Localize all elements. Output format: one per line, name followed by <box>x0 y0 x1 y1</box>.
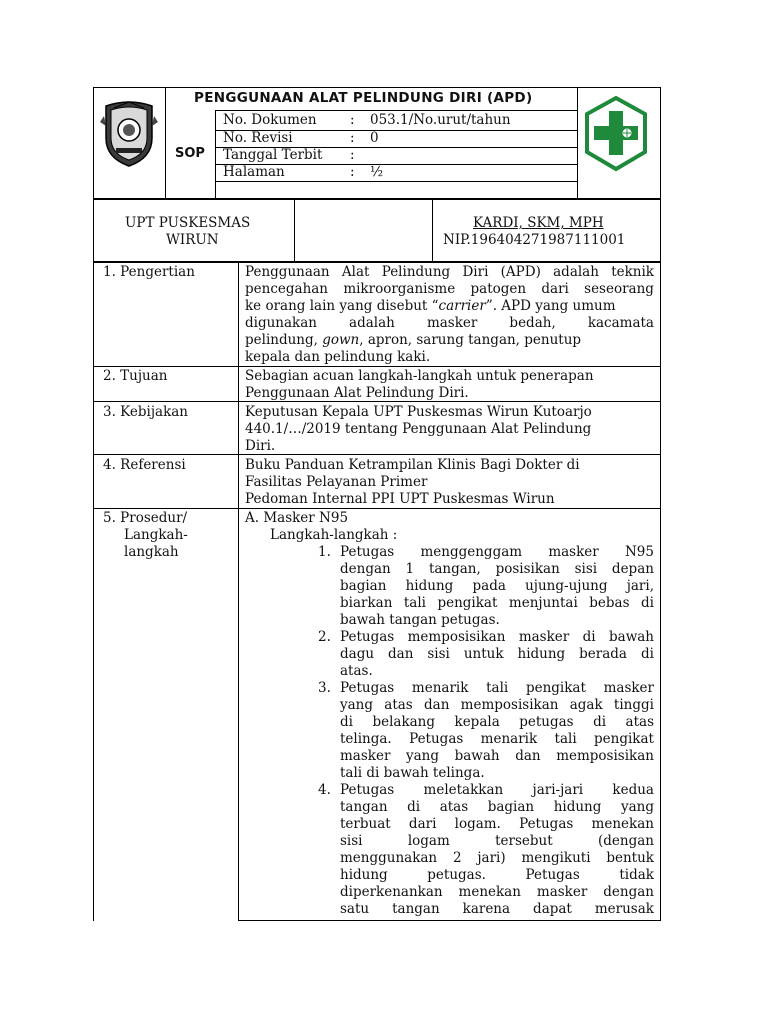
step-line: satu tangan karena dapat merusak <box>340 901 654 917</box>
field-sep: : <box>350 130 355 146</box>
section-label-prosedur: langkah <box>124 544 179 560</box>
step-line: Petugas menggenggam masker N95 <box>340 544 654 560</box>
field-sep: : <box>350 147 355 163</box>
langkah-heading: Langkah-langkah : <box>270 527 398 543</box>
step-line: di belakang kepala petugas di atas <box>340 714 654 730</box>
step-number: 2. <box>318 629 331 645</box>
document-title: PENGGUNAAN ALAT PELINDUNG DIRI (APD) <box>194 90 533 106</box>
step-line: masker yang bawah dan memposisikan <box>340 748 654 764</box>
kebijakan-line: Keputusan Kepala UPT Puskesmas Wirun Kutoarjo <box>245 404 592 420</box>
sop-label: SOP <box>175 146 205 161</box>
step-line: menggunakan 2 jari) mengikuti bentuk <box>340 850 654 866</box>
referensi-line: Buku Panduan Ketrampilan Klinis Bagi Dokter di <box>245 457 580 473</box>
step-number: 3. <box>318 680 331 696</box>
pengertian-line: digunakan adalah masker bedah, kacamata <box>245 315 654 331</box>
regency-emblem-icon <box>100 98 158 168</box>
step-line: hidung petugas. Petugas tidak <box>340 867 654 883</box>
subsection-masker-n95: A. Masker N95 <box>245 510 349 526</box>
field-label-halaman: Halaman <box>223 164 285 180</box>
signer-nip: NIP.196404271987111001 <box>443 232 626 248</box>
org-name-line1: UPT PUSKESMAS <box>125 215 251 231</box>
section-label-prosedur: Langkah- <box>124 527 188 543</box>
step-line: Petugas meletakkan jari-jari kedua <box>340 782 654 798</box>
step-line: bagian hidung pada ujung-ujung jari, <box>340 578 654 594</box>
field-label-no-dokumen: No. Dokumen <box>223 112 317 128</box>
kebijakan-line: Diri. <box>245 438 276 454</box>
step-line: sisi logam tersebut (dengan <box>340 833 654 849</box>
step-line: Petugas menarik tali pengikat masker <box>340 680 654 696</box>
field-label-tanggal-terbit: Tanggal Terbit <box>223 147 323 163</box>
puskesmas-logo-icon <box>583 96 649 172</box>
step-line: telinga. Petugas menarik tali pengikat <box>340 731 654 747</box>
section-label-tujuan: 2. Tujuan <box>103 368 168 384</box>
step-line: biarkan tali pengikat menjuntai bebas di <box>340 595 654 611</box>
section-label-referensi: 4. Referensi <box>103 457 186 473</box>
pengertian-line: pencegahan mikroorganisme patogen dari seseorang <box>245 281 654 297</box>
tujuan-line: Sebagian acuan langkah-langkah untuk penerapan <box>245 368 594 384</box>
step-line: diperkenankan menekan masker dengan <box>340 884 654 900</box>
step-line: yang atas dan memposisikan agak tinggi <box>340 697 654 713</box>
pengertian-line: Penggunaan Alat Pelindung Diri (APD) adalah teknik <box>245 264 654 280</box>
field-sep: : <box>350 164 355 180</box>
step-line: tali di bawah telinga. <box>340 765 485 781</box>
field-value-halaman: ½ <box>370 164 384 180</box>
step-number: 4. <box>318 782 331 798</box>
step-line: tangan di atas bagian hidung yang <box>340 799 654 815</box>
section-label-prosedur: 5. Prosedur/ <box>103 510 188 526</box>
pengertian-line: pelindung, gown, apron, sarung tangan, penutup <box>245 332 582 348</box>
step-line: bawah tangan petugas. <box>340 612 500 628</box>
referensi-line: Pedoman Internal PPI UPT Puskesmas Wirun <box>245 491 555 507</box>
pengertian-line: ke orang lain yang disebut “carrier”. APD yang umum <box>245 298 616 314</box>
pengertian-line: kepala dan pelindung kaki. <box>245 349 431 365</box>
field-label-no-revisi: No. Revisi <box>223 130 293 146</box>
referensi-line: Fasilitas Pelayanan Primer <box>245 474 428 490</box>
signer-name: KARDI, SKM, MPH <box>473 215 604 231</box>
org-name-line2: WIRUN <box>166 232 219 248</box>
step-line: atas. <box>340 663 373 679</box>
tujuan-line: Penggunaan Alat Pelindung Diri. <box>245 385 469 401</box>
field-value-no-dokumen: 053.1/No.urut/tahun <box>370 112 511 128</box>
step-line: Petugas memposisikan masker di bawah <box>340 629 654 645</box>
kebijakan-line: 440.1/…/2019 tentang Penggunaan Alat Pelindung <box>245 421 592 437</box>
field-sep: : <box>350 112 355 128</box>
section-label-pengertian: 1. Pengertian <box>103 264 195 280</box>
step-line: dagu dan sisi untuk hidung berada di <box>340 646 654 662</box>
section-label-kebijakan: 3. Kebijakan <box>103 404 189 420</box>
step-number: 1. <box>318 544 331 560</box>
step-line: dengan 1 tangan, posisikan sisi depan <box>340 561 654 577</box>
field-value-no-revisi: 0 <box>370 130 379 146</box>
step-line: terbuat dari logam. Petugas menekan <box>340 816 654 832</box>
